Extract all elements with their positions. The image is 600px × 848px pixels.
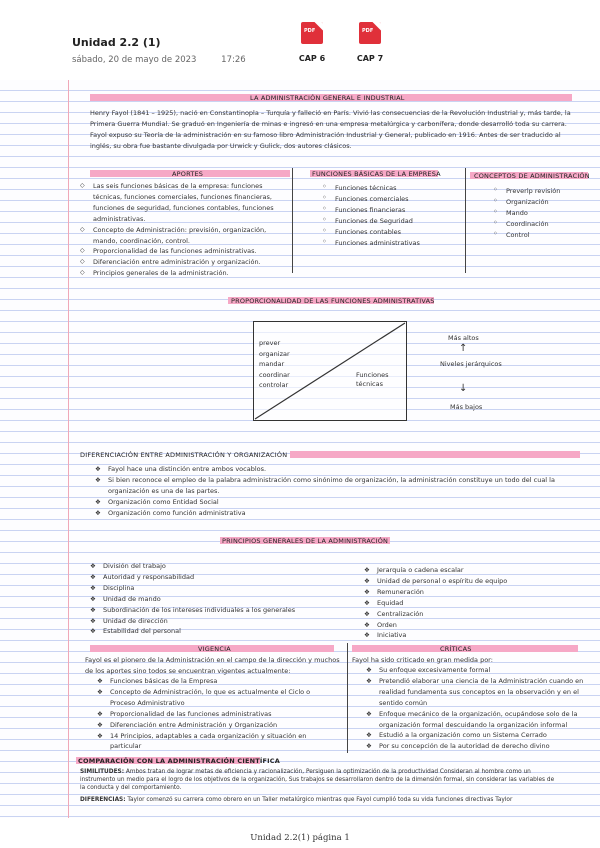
comparacion-diferencias xyxy=(80,796,560,804)
comparacion-title: COMPARACIÓN CON LA ADMINISTRACIÓN CIENTÍFICA xyxy=(78,757,280,765)
funciones-list xyxy=(322,183,462,248)
diagram-tecnicas-label: Funciones técnicas xyxy=(356,371,389,388)
diagram-label: coordinar xyxy=(259,370,290,379)
list-item: ❖ Unidad de mando xyxy=(90,594,350,605)
diagram-label: organizar xyxy=(259,349,290,358)
list-item: ❖ Orden xyxy=(364,620,584,631)
list-item: ❖ Organización como función administrativa xyxy=(95,508,565,519)
criticas-intro: Fayol ha sido criticado en gran medida por: xyxy=(352,656,493,664)
list-item: ❖ Disciplina xyxy=(90,583,350,594)
list-item: ◦ Funciones comerciales xyxy=(322,194,462,205)
list-item: ◦ Funciones contables xyxy=(322,227,462,238)
aportes-list xyxy=(80,181,284,279)
list-item: ❖ Unidad de dirección xyxy=(90,616,350,627)
principios-left-list xyxy=(90,561,350,637)
level-middle: Niveles jerárquicos xyxy=(440,360,502,368)
diferenciacion-title: DIFERENCIACIÓN ENTRE ADMINISTRACIÓN Y ORGANIZACIÓN xyxy=(80,451,288,459)
list-item: ◦ Preverlp revisión xyxy=(493,186,593,197)
list-item: ❖ Unidad de personal o espíritu de equipo xyxy=(364,576,584,587)
pdf-icon: PDF xyxy=(301,22,323,44)
list-item: ❖ Organización como Entidad Social xyxy=(95,497,565,508)
attachment-label: CAP 7 xyxy=(356,54,384,63)
pdf-icon: PDF xyxy=(359,22,381,44)
vigencia-title: VIGENCIA xyxy=(198,645,231,653)
list-item: ❖ Si bien reconoce el empleo de la palabra administración como sinónimo de organización, la administración constituye un todo del cual la organización es una de las partes. xyxy=(95,475,565,497)
list-item: ◦ Funciones técnicas xyxy=(322,183,462,194)
column-divider xyxy=(465,168,466,273)
list-item: ◦ Funciones financieras xyxy=(322,205,462,216)
arrow-up-icon: ↑ xyxy=(459,343,468,354)
margin-line xyxy=(68,80,69,818)
conceptos-list xyxy=(493,186,593,241)
attachment-cap7[interactable] xyxy=(350,22,390,63)
column-divider xyxy=(347,643,348,753)
vigencia-intro: Fayol es el pionero de la Administración en el campo de la dirección y muchos de los aportes sino todos se encuentran vigentes actualmente: xyxy=(85,656,340,675)
list-item: ◇ Las seis funciones básicas de la empresa: funciones técnicas, funciones comerciales, funciones financieras, funciones de seguridad, funciones contables, funciones administrativas. xyxy=(80,181,284,225)
criticas-list xyxy=(366,665,588,752)
diferencias-text: Taylor comenzó su carrera como obrero en un Taller metalúrgico mientras que Fayol cumplió toda su vida funciones directivas Taylor xyxy=(127,797,513,803)
list-item: ❖ Autoridad y responsabilidad xyxy=(90,572,350,583)
list-item: ◦ Mando xyxy=(493,208,593,219)
page-title: Unidad 2.2 (1) xyxy=(72,36,161,49)
similitudes-label: SIMILITUDES: xyxy=(80,769,125,775)
attachment-cap6[interactable] xyxy=(292,22,332,63)
list-item: ❖ Estudió a la organización como un Sistema Cerrado xyxy=(366,730,588,741)
level-bottom: Más bajos xyxy=(450,403,483,411)
conceptos-title: CONCEPTOS DE ADMINISTRACIÓN xyxy=(474,172,590,180)
list-item: ❖ Pretendió elaborar una ciencia de la Administración cuando en realidad fundamenta sus conceptos en la observación y en el sentido común xyxy=(366,676,588,709)
funciones-title: FUNCIONES BÁSICAS DE LA EMPRESA xyxy=(312,170,441,178)
list-item: ◇ Principios generales de la administración. xyxy=(80,268,284,279)
list-item: ❖ Equidad xyxy=(364,598,584,609)
list-item: ◇ Concepto de Administración: previsión, organización, mando, coordinación, control. xyxy=(80,225,284,247)
list-item: ❖ Por su concepción de la autoridad de derecho divino xyxy=(366,741,588,752)
list-item: ❖ 14 Principios, adaptables a cada organización y situación en particular xyxy=(97,731,337,753)
aportes-title: APORTES xyxy=(172,170,204,178)
page-time: 17:26 xyxy=(221,55,246,65)
page-datetime xyxy=(72,55,246,65)
list-item: ❖ Remuneración xyxy=(364,587,584,598)
list-item: ◦ Funciones administrativas xyxy=(322,238,462,249)
list-item: ◦ Organización xyxy=(493,197,593,208)
list-item: ❖ Proporcionalidad de las funciones administrativas xyxy=(97,709,337,720)
list-item: ❖ Concepto de Administración, lo que es actualmente el Ciclo o Proceso Administrativo xyxy=(97,687,337,709)
vigencia-list xyxy=(97,676,337,752)
list-item: ❖ Centralización xyxy=(364,609,584,620)
list-item: ❖ Iniciativa xyxy=(364,630,584,641)
list-item: ❖ Jerarquía o cadena escalar xyxy=(364,565,584,576)
page-date: sábado, 20 de mayo de 2023 xyxy=(72,55,197,65)
diagram-label: controlar xyxy=(259,381,289,389)
list-item: ◦ Coordinación xyxy=(493,219,593,230)
arrow-down-icon: ↓ xyxy=(459,383,468,394)
list-item: ❖ Funciones básicas de la Empresa xyxy=(97,676,337,687)
page-header xyxy=(0,0,600,80)
list-item: ❖ División del trabajo xyxy=(90,561,350,572)
diagram-admin-labels xyxy=(259,338,290,391)
intro-paragraph: Henry Fayol (1841 – 1925), nació en Constantinopla – Turquía y falleció en París. Vivió las consecuencias de la Revolución Industrial y, más tarde, la Primera Guerra Mundial. Se graduó en Ingeniería de minas e ingresó en una empresa metalúrgica y carbonífera, donde desarrolló toda su carrera. Fayol expuso su Teoría de la administración en su famoso libro Administración Industrial y General, publicado en 1916. Antes de ser traducido al inglés, su obra fue bastante divulgada por Urwick y Gulick, dos autores clásicos. xyxy=(90,109,571,150)
list-item: ❖ Fayol hace una distinción entre ambos vocablos. xyxy=(95,464,565,475)
list-item: ❖ Subordinación de los intereses individuales a los generales xyxy=(90,605,350,616)
list-item: ❖ Diferenciación entre Administración y Organización xyxy=(97,720,337,731)
principios-title: PRINCIPIOS GENERALES DE LA ADMINISTRACIÓN xyxy=(222,537,389,545)
attachment-label: CAP 6 xyxy=(298,54,326,63)
criticas-title: CRÍTICAS xyxy=(440,645,472,653)
level-top: Más altos xyxy=(448,334,479,342)
page-footer: Unidad 2.2(1) página 1 xyxy=(250,833,350,843)
list-item: ◦ Funciones de Seguridad xyxy=(322,216,462,227)
diferencias-label: DIFERENCIAS: xyxy=(80,797,126,803)
list-item: ◇ Proporcionalidad de las funciones administrativas. xyxy=(80,246,284,257)
diferenciacion-list xyxy=(95,464,565,519)
diagram-label: prever xyxy=(259,339,281,347)
proporcionalidad-title: PROPORCIONALIDAD DE LAS FUNCIONES ADMINISTRATIVAS xyxy=(231,297,435,305)
list-item: ❖ Enfoque mecánico de la organización, ocupándose solo de la organización formal descuidando la organización informal xyxy=(366,709,588,731)
similitudes-text: Ambos tratan de lograr metas de eficiencia y racionalización, Persiguen la optimización de la productividad Consideran al hombre como un instrumento un medio para el logro de los objetivos de la organización, Sus trabajos se desarrollaron dentro de la dimensión formal, sin considerar las variables de la conducta y del comportamiento. xyxy=(80,769,555,792)
list-item: ◦ Control xyxy=(493,230,593,241)
intro-title: LA ADMINISTRACIÓN GENERAL E INDUSTRIAL xyxy=(250,94,405,102)
diagram-label: mandar xyxy=(259,360,285,368)
column-divider xyxy=(292,168,293,273)
section-highlight xyxy=(290,451,580,458)
list-item: ◇ Diferenciación entre administración y organización. xyxy=(80,257,284,268)
list-item: ❖ Estabilidad del personal xyxy=(90,626,350,637)
comparacion-similitudes xyxy=(80,768,560,792)
principios-right-list xyxy=(364,565,584,641)
list-item: ❖ Su enfoque excesivamente formal xyxy=(366,665,588,676)
